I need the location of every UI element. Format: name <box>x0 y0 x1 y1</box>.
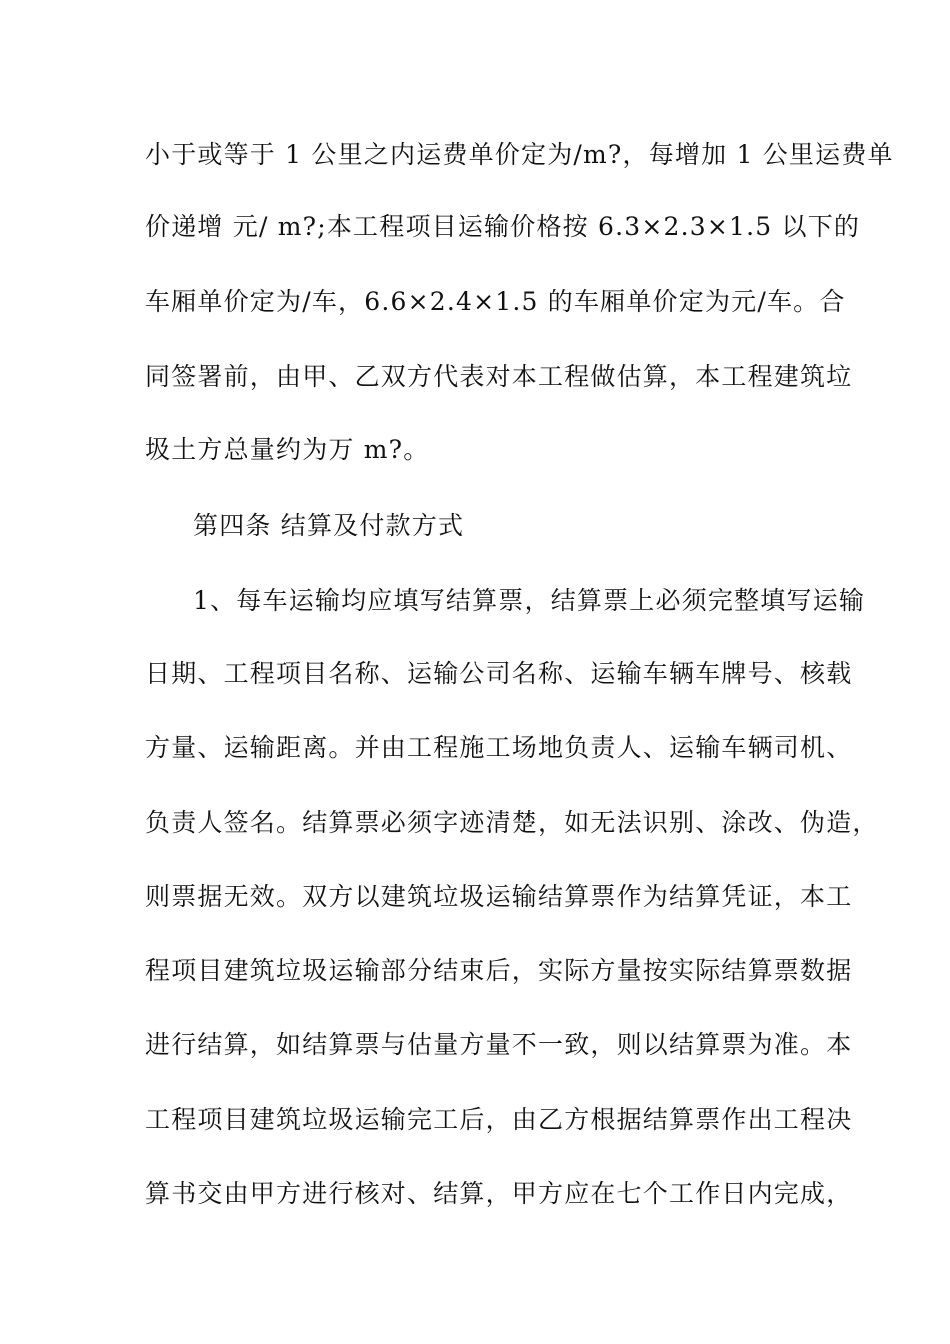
body-line: 算书交由甲方进行核对、结算，甲方应在七个工作日内完成， <box>145 1179 853 1208</box>
clause-item: 1、每车运输均应填写结算票，结算票上必须完整填写运输 <box>193 586 866 615</box>
body-line: 工程项目建筑垃圾运输完工后，由乙方根据结算票作出工程决 <box>145 1105 853 1134</box>
body-line: 同签署前，由甲、乙双方代表对本工程做估算，本工程建筑垃 <box>145 362 853 391</box>
body-line: 方量、运输距离。并由工程施工场地负责人、运输车辆司机、 <box>145 733 853 762</box>
body-line: 车厢单价定为/车，6.6×2.4×1.5 的车厢单价定为元/车。合 <box>145 287 846 316</box>
body-line: 圾土方总量约为万 m?。 <box>145 435 430 464</box>
body-line: 则票据无效。双方以建筑垃圾运输结算票作为结算凭证，本工 <box>145 882 853 911</box>
body-line: 进行结算，如结算票与估量方量不一致，则以结算票为准。本 <box>145 1030 853 1059</box>
body-line: 程项目建筑垃圾运输部分结束后，实际方量按实际结算票数据 <box>145 956 853 985</box>
body-line: 小于或等于 1 公里之内运费单价定为/m?，每增加 1 公里运费单 <box>145 140 894 169</box>
body-line: 价递增 元/ m?;本工程项目运输价格按 6.3×2.3×1.5 以下的 <box>145 212 861 241</box>
body-line: 负责人签名。结算票必须字迹清楚，如无法识别、涂改、伪造， <box>145 808 879 837</box>
body-line: 日期、工程项目名称、运输公司名称、运输车辆车牌号、核载 <box>145 659 853 688</box>
section-heading: 第四条 结算及付款方式 <box>193 511 465 540</box>
